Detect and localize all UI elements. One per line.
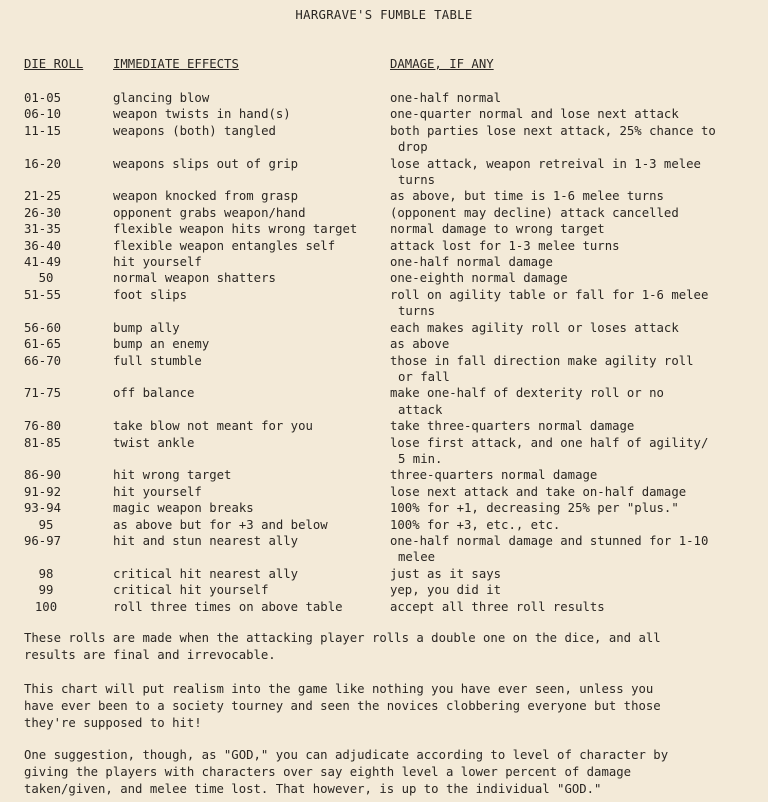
table-row	[0, 517, 768, 533]
table-row	[0, 156, 768, 189]
damage-text: both parties lose next attack, 25% chance to	[390, 123, 716, 138]
damage-cell	[390, 156, 755, 189]
damage-continuation: melee	[398, 550, 436, 565]
die-roll-cell: 11-15	[24, 123, 62, 138]
damage-cell	[390, 254, 755, 270]
table-row	[0, 566, 768, 582]
effect-cell: weapon twists in hand(s)	[113, 107, 291, 122]
effect-cell: off balance	[113, 386, 195, 401]
effect-cell: roll three times on above table	[113, 599, 343, 614]
damage-text: accept all three roll results	[390, 599, 605, 614]
effect-cell: hit yourself	[113, 255, 202, 270]
die-roll-cell: 96-97	[24, 533, 62, 548]
damage-continuation: turns	[398, 304, 436, 319]
damage-text: one-half normal damage and stunned for 1-10	[390, 533, 709, 548]
effect-cell: critical hit yourself	[113, 583, 269, 598]
effect-cell: flexible weapon entangles self	[113, 238, 336, 253]
damage-cell	[390, 533, 755, 566]
die-roll-cell: 76-80	[24, 419, 62, 434]
damage-cell	[390, 336, 755, 352]
die-roll-cell: 98	[38, 566, 54, 581]
damage-continuation: attack	[398, 402, 443, 417]
die-roll-cell: 06-10	[24, 107, 62, 122]
damage-cell	[390, 435, 755, 468]
damage-text: one-half normal	[390, 91, 502, 105]
damage-cell	[390, 582, 755, 598]
damage-text: take three-quarters normal damage	[390, 419, 635, 434]
die-roll-cell: 36-40	[24, 238, 62, 253]
damage-cell	[390, 566, 755, 582]
damage-cell	[390, 353, 755, 386]
table-row	[0, 90, 768, 106]
damage-text: three-quarters normal damage	[390, 468, 598, 483]
document-title: HARGRAVE'S FUMBLE TABLE	[295, 8, 473, 22]
effect-cell: hit yourself	[113, 484, 202, 499]
damage-cell	[390, 106, 755, 122]
header-damage: DAMAGE, IF ANY	[390, 57, 494, 71]
header-immediate-effects: IMMEDIATE EFFECTS	[113, 57, 239, 71]
effect-cell: hit and stun nearest ally	[113, 533, 299, 548]
paragraph-rules: These rolls are made when the attacking player rolls a double one on the dice, and all results are final and irrevocable.	[24, 631, 661, 662]
effect-cell: take blow not meant for you	[113, 419, 313, 434]
effect-cell: critical hit nearest ally	[113, 566, 299, 581]
die-roll-cell: 61-65	[24, 337, 62, 352]
table-row	[0, 123, 768, 156]
damage-text: make one-half of dexterity roll or no	[390, 386, 664, 401]
die-roll-cell: 100	[34, 599, 58, 614]
die-roll-cell: 26-30	[24, 205, 62, 220]
effect-cell: bump an enemy	[113, 337, 210, 352]
die-roll-cell: 51-55	[24, 287, 62, 302]
damage-text: those in fall direction make agility roll	[390, 353, 694, 368]
damage-text: each makes agility roll or loses attack	[390, 320, 679, 335]
damage-text: lose next attack and take on-half damage	[390, 484, 687, 499]
damage-text: (opponent may decline) attack cancelled	[390, 205, 679, 220]
die-roll-cell: 66-70	[24, 353, 62, 368]
paragraph-suggestion: One suggestion, though, as "GOD," you can adjudicate according to level of character by giving the players with characters over say eighth level a lower percent of damage taken/given, and melee time lost. That however, is up to the individual "GOD."	[24, 748, 669, 796]
damage-cell	[390, 385, 755, 418]
damage-text: attack lost for 1-3 melee turns	[390, 238, 620, 253]
table-row	[0, 238, 768, 254]
effect-cell: normal weapon shatters	[113, 271, 276, 286]
damage-continuation: drop	[398, 140, 428, 155]
table-row	[0, 270, 768, 286]
damage-cell	[390, 500, 755, 516]
damage-cell	[390, 188, 755, 204]
effect-cell: twist ankle	[113, 435, 195, 450]
header-die-roll: DIE ROLL	[24, 57, 84, 71]
table-row	[0, 221, 768, 237]
die-roll-cell: 41-49	[24, 255, 62, 270]
effect-cell: weapons slips out of grip	[113, 156, 299, 171]
damage-cell	[390, 123, 755, 156]
damage-cell	[390, 205, 755, 221]
damage-cell	[390, 418, 755, 434]
effect-cell: glancing blow	[113, 91, 210, 105]
table-row	[0, 287, 768, 320]
effect-cell: foot slips	[113, 287, 188, 302]
damage-text: just as it says	[390, 566, 502, 581]
damage-cell	[390, 320, 755, 336]
table-row	[0, 484, 768, 500]
table-row	[0, 336, 768, 352]
table-row	[0, 467, 768, 483]
die-roll-cell: 50	[38, 271, 54, 286]
die-roll-cell: 16-20	[24, 156, 62, 171]
table-row	[0, 353, 768, 386]
effect-cell: bump ally	[113, 320, 180, 335]
die-roll-cell: 31-35	[24, 222, 62, 237]
effect-cell: as above but for +3 and below	[113, 517, 328, 532]
damage-text: roll on agility table or fall for 1-6 melee	[390, 287, 709, 302]
paragraph-realism: This chart will put realism into the game like nothing you have ever seen, unless you have ever been to a society tourney and seen the novices clobbering everyone but those they're supposed to hit!	[24, 682, 661, 730]
die-roll-cell: 95	[38, 517, 54, 532]
damage-cell	[390, 287, 755, 320]
damage-cell	[390, 599, 755, 615]
table-row	[0, 435, 768, 468]
table-row	[0, 418, 768, 434]
table-row	[0, 500, 768, 516]
effect-cell: flexible weapon hits wrong target	[113, 222, 358, 237]
table-row	[0, 188, 768, 204]
table-row	[0, 599, 768, 615]
table-row	[0, 205, 768, 221]
damage-text: one-eighth normal damage	[390, 271, 568, 286]
damage-continuation: turns	[398, 173, 436, 188]
damage-text: one-half normal damage	[390, 255, 553, 270]
die-roll-cell: 91-92	[24, 484, 62, 499]
effect-cell: full stumble	[113, 353, 202, 368]
damage-cell	[390, 517, 755, 533]
table-row	[0, 533, 768, 566]
effect-cell: weapons (both) tangled	[113, 123, 276, 138]
table-row	[0, 582, 768, 598]
damage-text: one-quarter normal and lose next attack	[390, 107, 679, 122]
table-row	[0, 320, 768, 336]
damage-text: yep, you did it	[390, 583, 502, 598]
damage-continuation: or fall	[398, 369, 450, 384]
damage-continuation: 5 min.	[398, 451, 443, 466]
die-roll-cell: 86-90	[24, 468, 62, 483]
effect-cell: magic weapon breaks	[113, 501, 254, 516]
effect-cell: opponent grabs weapon/hand	[113, 205, 306, 220]
damage-text: as above, but time is 1-6 melee turns	[390, 189, 664, 204]
die-roll-cell: 93-94	[24, 501, 62, 516]
damage-cell	[390, 270, 755, 286]
damage-cell	[390, 221, 755, 237]
damage-cell	[390, 90, 755, 106]
table-row	[0, 385, 768, 418]
effect-cell: weapon knocked from grasp	[113, 189, 299, 204]
damage-text: 100% for +3, etc., etc.	[390, 517, 561, 532]
fumble-table	[0, 90, 768, 615]
die-roll-cell: 21-25	[24, 189, 62, 204]
damage-cell	[390, 484, 755, 500]
damage-text: 100% for +1, decreasing 25% per "plus."	[390, 501, 679, 516]
table-row	[0, 106, 768, 122]
die-roll-cell: 71-75	[24, 386, 62, 401]
die-roll-cell: 56-60	[24, 320, 62, 335]
die-roll-cell: 81-85	[24, 435, 62, 450]
damage-text: lose attack, weapon retreival in 1-3 melee	[390, 156, 701, 171]
damage-cell	[390, 467, 755, 483]
damage-text: normal damage to wrong target	[390, 222, 605, 237]
damage-text: lose first attack, and one half of agility/	[390, 435, 709, 450]
table-row	[0, 254, 768, 270]
damage-text: as above	[390, 337, 450, 352]
effect-cell: hit wrong target	[113, 468, 232, 483]
die-roll-cell: 01-05	[24, 91, 62, 105]
die-roll-cell: 99	[38, 583, 54, 598]
damage-cell	[390, 238, 755, 254]
